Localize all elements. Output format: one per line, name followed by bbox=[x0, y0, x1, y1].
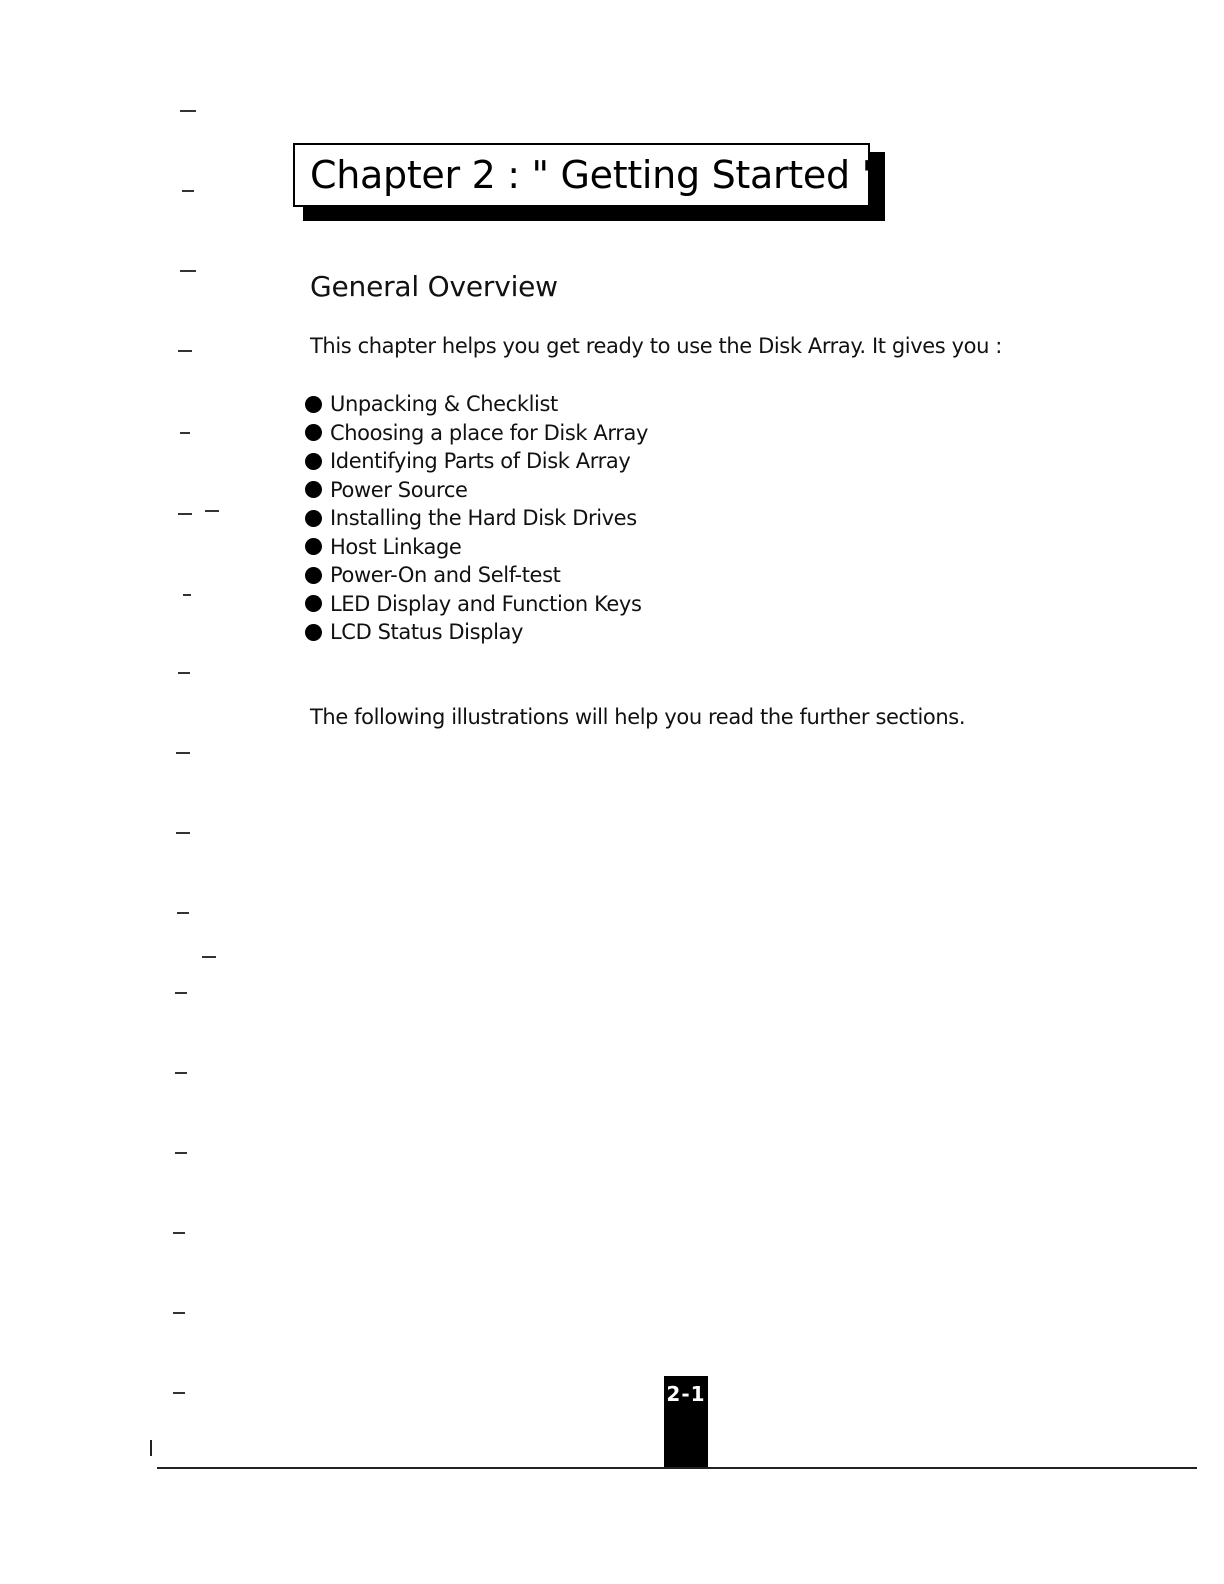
bullet-icon bbox=[305, 453, 322, 470]
list-item bbox=[305, 419, 648, 448]
bullet-icon bbox=[305, 595, 322, 612]
page-number-tab bbox=[664, 1376, 708, 1468]
chapter-title: Chapter 2 : " Getting Started " bbox=[310, 153, 879, 197]
bullet-icon bbox=[305, 567, 322, 584]
list-item-label: Identifying Parts of Disk Array bbox=[330, 449, 631, 474]
list-item bbox=[305, 390, 648, 419]
bullet-icon bbox=[305, 538, 322, 555]
footer-bracket-mark bbox=[150, 1440, 152, 1456]
bullet-icon bbox=[305, 424, 322, 441]
list-item-label: LED Display and Function Keys bbox=[330, 591, 642, 616]
list-item-label: Host Linkage bbox=[330, 534, 462, 559]
list-item bbox=[305, 476, 648, 505]
list-item bbox=[305, 590, 648, 619]
page-number: 2-1 bbox=[666, 1382, 706, 1406]
bullet-icon bbox=[305, 510, 322, 527]
list-item-label: Installing the Hard Disk Drives bbox=[330, 506, 637, 531]
section-heading: General Overview bbox=[310, 270, 558, 303]
list-item bbox=[305, 447, 648, 476]
chapter-title-box bbox=[293, 143, 879, 207]
footer-rule bbox=[157, 1467, 1197, 1469]
followup-paragraph: The following illustrations will help you read the further sections. bbox=[310, 705, 966, 729]
list-item-label: LCD Status Display bbox=[330, 620, 524, 645]
list-item-label: Choosing a place for Disk Array bbox=[330, 420, 648, 445]
bullet-icon bbox=[305, 396, 322, 413]
list-item bbox=[305, 618, 648, 647]
list-item bbox=[305, 533, 648, 562]
list-item bbox=[305, 504, 648, 533]
intro-paragraph: This chapter helps you get ready to use the Disk Array. It gives you : bbox=[310, 334, 1002, 358]
list-item bbox=[305, 561, 648, 590]
list-item-label: Unpacking & Checklist bbox=[330, 392, 558, 417]
list-item-label: Power-On and Self-test bbox=[330, 563, 561, 588]
list-item-label: Power Source bbox=[330, 477, 468, 502]
bullet-icon bbox=[305, 624, 322, 641]
margin-scan-marks bbox=[0, 0, 240, 1500]
topic-list bbox=[305, 390, 648, 647]
bullet-icon bbox=[305, 481, 322, 498]
